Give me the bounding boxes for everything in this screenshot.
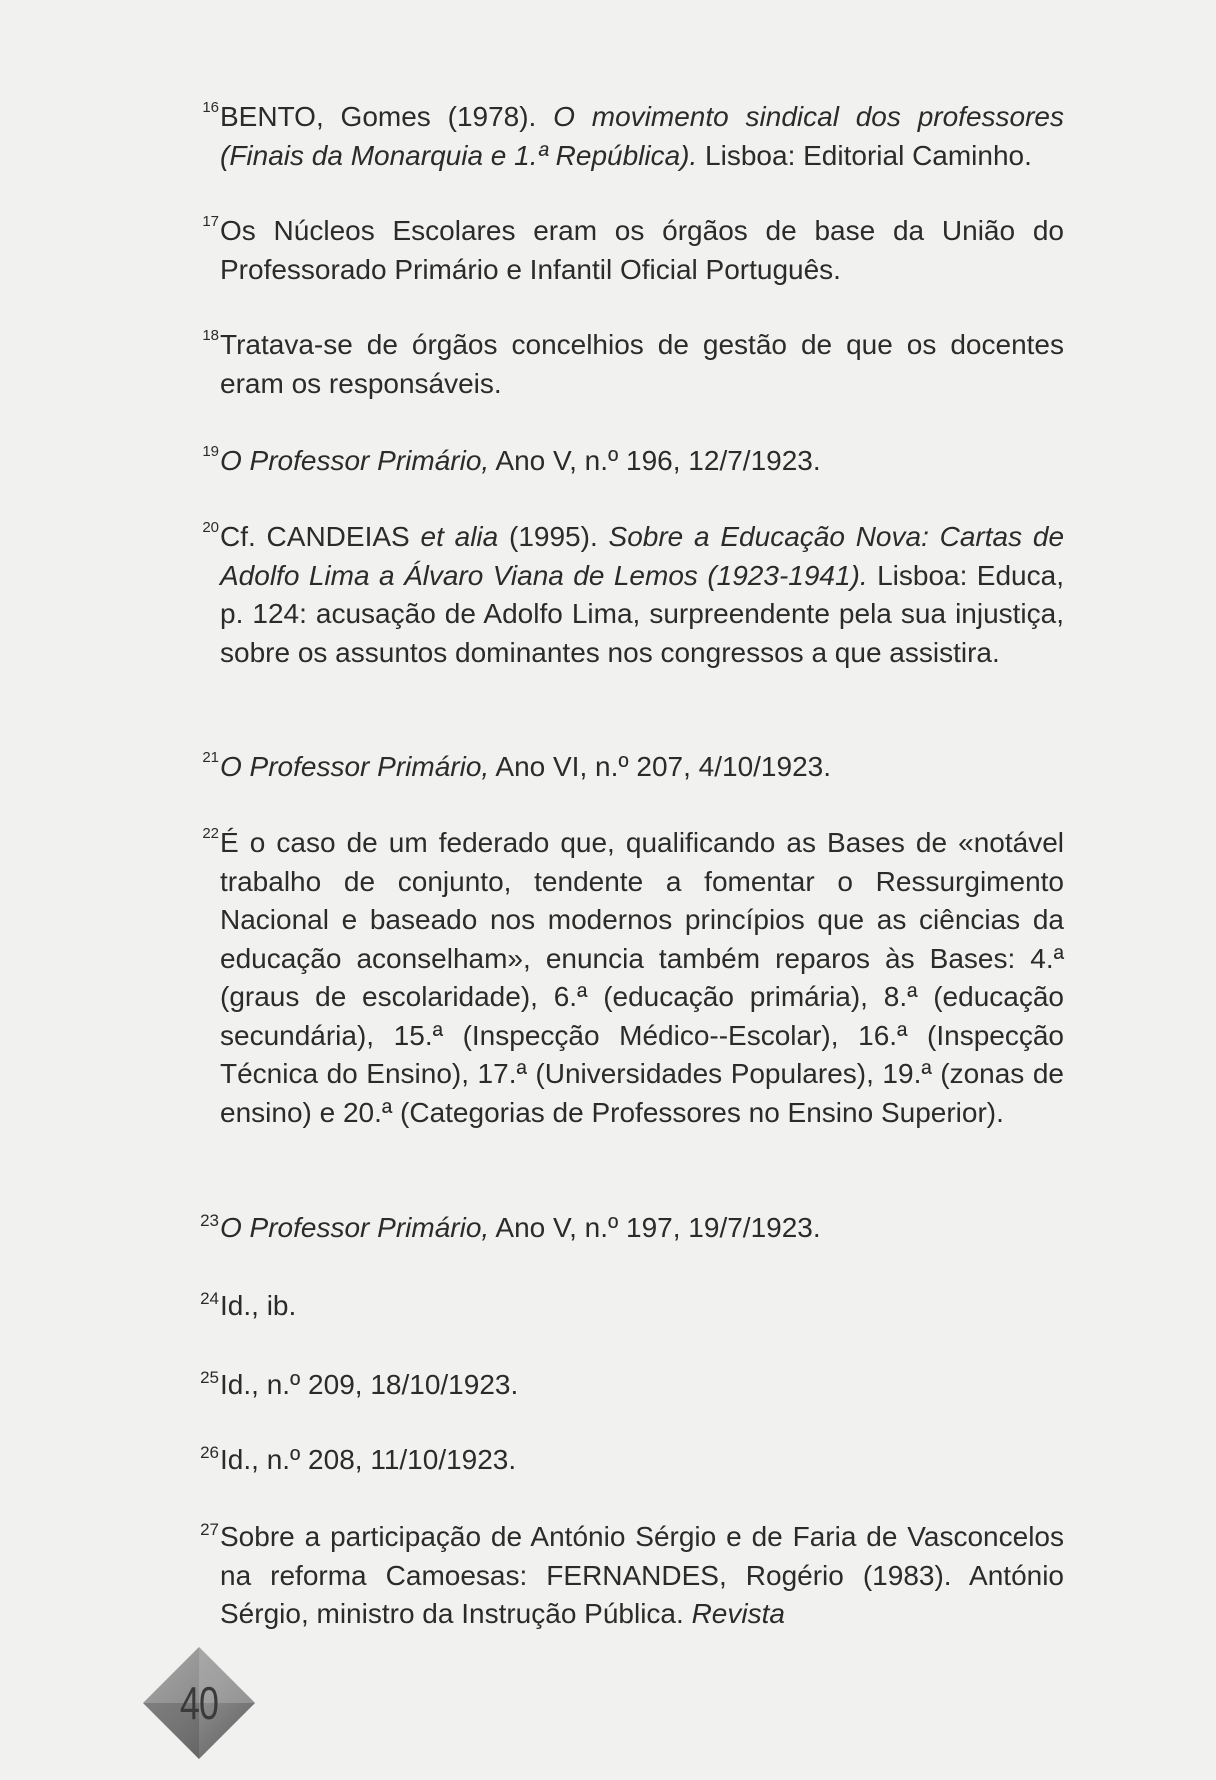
footnote-number: 16 [202,99,219,116]
journal-title: O Professor Primário, [220,751,490,782]
footnote-number: 19 [202,443,219,460]
footnote-17: 17 Os Núcleos Escolares eram os órgãos de base da União do Professorado Primário e Infantil Oficial Português. [220,212,1064,289]
footnote-20: 20 Cf. CANDEIAS et alia (1995). Sobre a Educação Nova: Cartas de Adolfo Lima a Álvaro Viana de Lemos (1923-1941). Lisboa: Educa, p. 124: acusação de Adolfo Lima, surpreendente pela sua injustiça, sobre os assuntos dominantes nos congressos a que assistira. [220,518,1064,672]
footnote-22: 22 É o caso de um federado que, qualificando as Bases de «notável trabalho de conjunto, tendente a fomentar o Ressurgimento Nacional e baseado nos modernos princípios que as ciências da educação aconselham», enuncia também reparos às Bases: 4.ª (graus de escolaridade), 6.ª (educação primária), 8.ª (educação secundária), 15.ª (Inspecção Médico--Escolar), 16.ª (Inspecção Técnica do Ensino), 17.ª (Universidades Populares), 19.ª (zonas de ensino) e 20.ª (Categorias de Professores no Ensino Superior). [220,824,1064,1132]
footnote-number: 25 [200,1368,219,1387]
journal-title: Revista [691,1598,785,1629]
footnote-25: 25 Id., n.º 209, 18/10/1923. [220,1366,1064,1405]
footnote-26: 26 Id., n.º 208, 11/10/1923. [220,1441,1064,1480]
footnote-number: 27 [200,1520,219,1539]
footnote-19: 19 O Professor Primário, Ano V, n.º 196, 12/7/1923. [220,442,1064,481]
footnote-23: 23 O Professor Primário, Ano V, n.º 197, 19/7/1923. [220,1209,1064,1248]
book-title: Sobre a Educação Nova: Cartas de Adolfo Lima a Álvaro Viana de Lemos (1923-1941). [220,521,1065,591]
footnote-16: 16 BENTO, Gomes (1978). O movimento sindical dos professores (Finais da Monarquia e 1.ª República). Lisboa: Editorial Caminho. [220,98,1064,175]
footnote-number: 26 [200,1443,219,1462]
journal-title: O Professor Primário, [220,445,490,476]
footnote-number: 21 [202,749,219,766]
footnote-number: 18 [202,327,219,344]
footnote-number: 24 [200,1289,219,1308]
footnote-18: 18 Tratava-se de órgãos concelhios de gestão de que os docentes eram os responsáveis. [220,326,1064,403]
footnote-number: 22 [202,825,219,842]
footnote-27: 27 Sobre a participação de António Sérgio e de Faria de Vasconcelos na reforma Camoesas: FERNANDES, Rogério (1983). António Sérgio, ministro da Instrução Pública. Revista [220,1518,1064,1634]
journal-title: O Professor Primário, [220,1212,490,1243]
footnote-number: 20 [202,519,219,536]
footnote-21: 21 O Professor Primário, Ano VI, n.º 207, 4/10/1923. [220,748,1064,787]
footnote-number: 17 [202,213,219,230]
page-number: 40 [179,1677,219,1729]
footnote-24: 24 Id., ib. [220,1287,1064,1326]
book-title: O movimento sindical dos professores (Finais da Monarquia e 1.ª República). [220,101,1064,171]
footnote-number: 23 [200,1211,219,1230]
